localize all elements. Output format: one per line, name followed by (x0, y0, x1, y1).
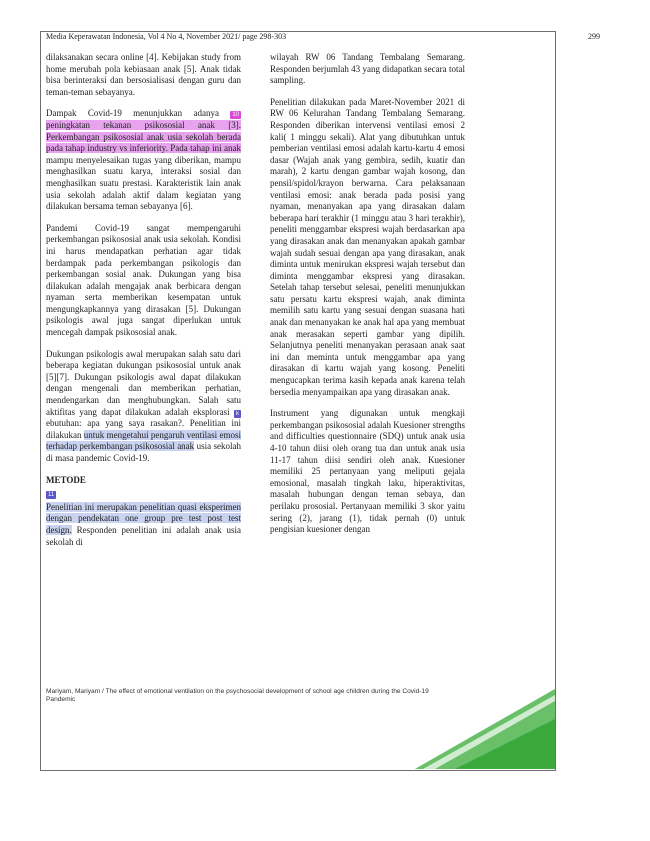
page-number: 299 (588, 32, 600, 41)
paragraph-text: Instrument yang digunakan untuk mengkaji perkembangan psikososial adalah Kuesioner strengths and difficulties questionnaire (SDQ) untuk anak usia 4-10 tahun diisi oleh orang tua dan untuk anak usia 11-17 tahun diisi sendiri oleh anak. Kuesioner memiliki 25 pertanyaan yang meliputi gejala emosional, masalah tingkah laku, hiperaktivitas, masalah hubungan dengan teman sebaya, dan perilaku prososial. Pertanyaan memiliki 3 skor yaitu sering (2), jarang (1), tidak pernah (0) untuk pengisian kuesioner dengan (270, 408, 465, 535)
paragraph-text: Penelitian dilakukan pada Maret-November 2021 di RW 06 Kelurahan Tandang Tembalang Semarang. Responden diberikan intervensi ventilasi emosi 2 kali( 1 minggu sekali). Alat yang dibutuhkan untuk pemberian ventilasi emosi adalah kartu-kartu 4 emosi dasar (Wajah anak yang gembira, sedih, kuatir dan marah), 2 kartu dengan gambar wajah kosong, dan pensil/spidol/krayon berwarna. Cara pelaksanaan ventilasi emosi: anak berada pada posisi yang nyaman, menanyakan apa yang dirasakan dalam beberapa hari terakhir (1 minggu atau 3 hari terakhir), peneliti menggambar ekspresi wajah berdasarkan apa yang dirasakan anak dan menanyakan apakah gambar wajah sudah sesuai dengan apa yang dirasakan, anak diminta untuk menirukan ekspresi wajah tersebut dan diminta menggambar ekspresi yang dirasakan. Setelah tahap tersebut selesai, peneliti menunjukkan satu persatu kartu ekspresi wajah, anak diminta memilih satu kartu yang sesuai dengan suasana hati anak dan menanyakan ke anak hal apa yang membuat anak merasakan seperti gambar yang dipilih. Selanjutnya peneliti menanyakan perasaan anak saat ini dan meminta untuk menggambar apa yang dirasakan di kartu wajah yang kosong. Peneliti mengucapkan terima kasih kepada anak karena telah bersedia menyampaikan apa yang dirasakan anak. (270, 96, 465, 397)
paragraph (270, 52, 465, 87)
paragraph-text: Pandemi Covid-19 sangat mempengaruhi perkembangan psikososial anak usia sekolah. Kondisi ini harus mendapatkan perhatian agar tidak berdampak pada perkembangan psikologis dan perkembangan sosial anak. Dukungan yang bisa dilakukan adalah mengajak anak berbicara dengan nyaman serta memberikan kesempatan untuk mengungkapkannya yang dirasakan [5]. Dukungan psikologis awal juga sangat diperlukan untuk mencegah dampak psikososial anak. (46, 222, 241, 338)
annotation-marker[interactable]: 10 (232, 112, 239, 119)
paragraph-text: Responden penelitian ini adalah anak usia sekolah di (46, 524, 241, 547)
highlighted-text[interactable]: peningkatan tekanan psikososial anak [3]. Perkembangan psikososial anak usia sekolah berada pada tahap industry vs inferiority. Pada tahap ini anak (46, 119, 241, 154)
corner-decoration (415, 689, 555, 769)
running-header (46, 32, 600, 41)
paragraph-text: Dukungan psikologis awal merupakan salah satu dari beberapa kegiatan dukungan psikososial untuk anak [5][7]. Dukungan psikologis awal dapat dilakukan dengan mengenali dan memberikan perhatian, mendengarkan dan menghubungkan. Salah satu aktifitas yang dapat dilakukan adalah eksplorasi (46, 348, 241, 417)
paragraph-text: Dampak Covid-19 menunjukkan adanya (46, 108, 231, 119)
paragraph (270, 408, 465, 536)
paragraph-text: usia sekolah di masa pandemic Covid-19. (46, 441, 241, 463)
annotation-marker[interactable]: 11 (48, 492, 55, 499)
running-footer: Mariyam, Mariyam / The effect of emotional ventilation on the psychosocial development of school age children during the Covid-19 Pandemic (46, 688, 429, 704)
paragraph-text: mampu menyelesaikan tugas yang diberikan, mampu menghasilkan suatu karya, interaksi sosial dan menghasilkan suatu prestasi. Karakteristik lain anak usia sekolah adalah aktif dalam kegiatan yang dilakukan bersama teman sebayanya [6]. (46, 154, 241, 212)
paragraph-text: dilaksanakan secara online [4]. Kebijakan study from home merubah pola kebiasaan anak [5]. Anak tidak bisa berinteraksi dan bersosialisasi dengan guru dan teman-teman sebayanya. (46, 52, 241, 97)
paragraph (46, 349, 241, 465)
paragraph (46, 502, 241, 548)
paragraph (46, 52, 241, 98)
right-column (270, 52, 465, 546)
highlighted-text[interactable]: untuk mengetahui pengaruh ventilasi emosi terhadap perkembangan psikososial anak (46, 429, 241, 452)
paragraph (46, 108, 241, 212)
paragraph (270, 97, 465, 398)
journal-citation: Media Keperawatan Indonesia, Vol 4 No 4, November 2021/ page 298-303 (46, 32, 287, 41)
left-column (46, 52, 241, 558)
section-heading: METODE (46, 474, 86, 485)
annotation-marker[interactable]: k (236, 410, 239, 417)
paragraph-text: wilayah RW 06 Tandang Tembalang Semarang. Responden berjumlah 43 yang didapatkan secara total sampling. (270, 52, 465, 86)
paragraph (46, 223, 241, 339)
paragraph-text: ebutuhan: apa yang saya rasakan?. Penelitian ini dilakukan (46, 418, 241, 440)
highlighted-text[interactable]: Penelitian ini merupakan penelitian quasi eksperimen dengan pendekatan one group pre test post test design. (46, 501, 241, 535)
